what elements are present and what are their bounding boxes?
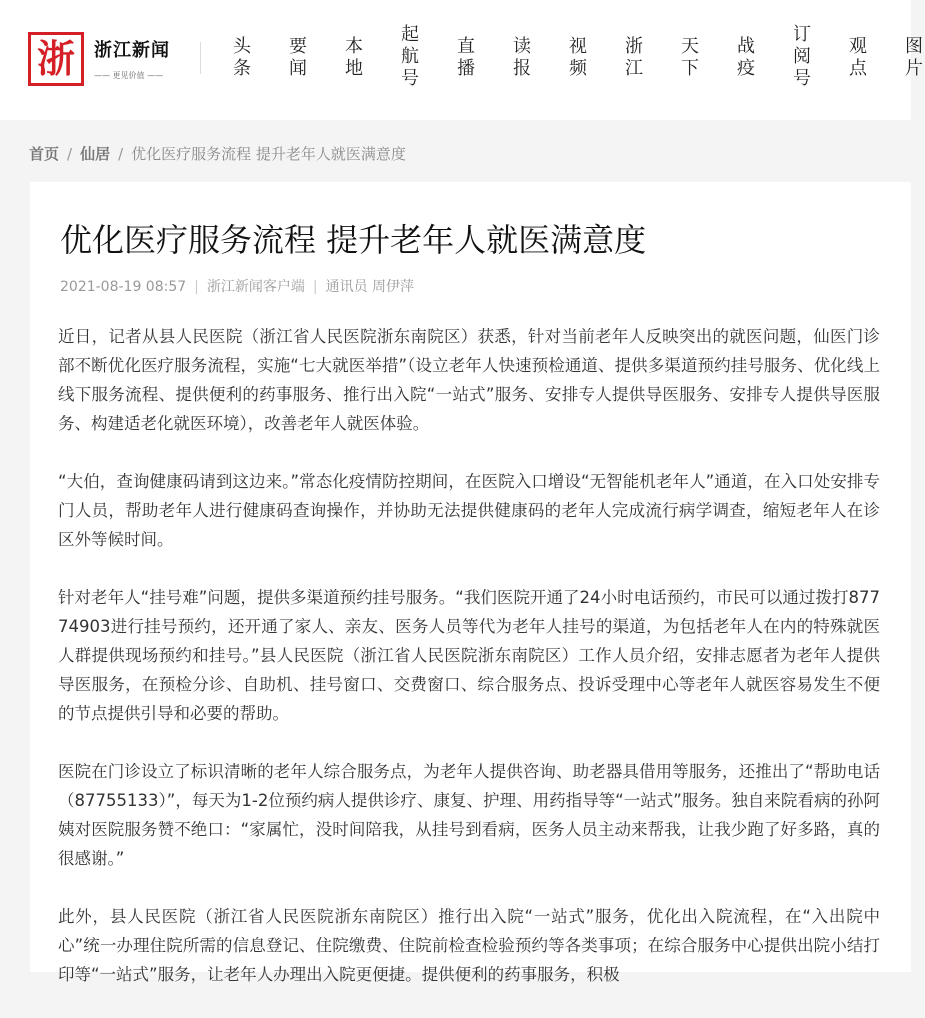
nav-item-yaowen[interactable]: 要闻 — [289, 36, 307, 79]
nav-item-zhejiang[interactable]: 浙江 — [625, 36, 643, 79]
meta-separator: | — [312, 279, 318, 295]
nav-item-toutiao[interactable]: 头条 — [233, 36, 251, 79]
article-paragraph: “大伯，查询健康码请到这边来。”常态化疫情防控期间，在医院入口增设“无智能机老年人”通道，在入口处安排专门人员，帮助老年人进行健康码查询操作，并协助无法提供健康码的老年人完成流行病学调查，缩短老年人在诊区外等候时间。 — [58, 472, 880, 549]
header-divider — [200, 42, 201, 74]
nav-item-tupian[interactable]: 图片 — [905, 36, 923, 79]
nav-item-dingyuehao[interactable]: 订阅号 — [793, 24, 811, 89]
breadcrumb-separator: / — [67, 145, 73, 163]
nav-item-bendi[interactable]: 本地 — [345, 36, 363, 79]
article-paragraph: 近日，记者从县人民医院（浙江省人民医院浙东南院区）获悉，针对当前老年人反映突出的就医问题，仙医门诊部不断优化医疗服务流程，实施“七大就医举措”（设立老年人快速预检通道、提供多渠道预约挂号服务、优化线上线下服务流程、提供便利的药事服务、推行出入院“一站式”服务、安排专人提供导医服务、安排专人提供导医服务、构建适老化就医环境），改善老年人就医体验。 — [58, 327, 880, 433]
breadcrumb — [29, 143, 406, 164]
breadcrumb-separator: / — [118, 145, 124, 163]
breadcrumb-home[interactable]: 首页 — [29, 145, 60, 163]
nav-item-qihanghao[interactable]: 起航号 — [401, 24, 419, 89]
article-meta — [60, 276, 414, 296]
article-title: 优化医疗服务流程 提升老年人就医满意度 — [60, 221, 647, 259]
nav-item-zhibo[interactable]: 直播 — [457, 36, 475, 79]
article-date: 2021-08-19 08:57 — [60, 279, 187, 295]
logo-mark: 浙 — [28, 32, 84, 86]
article-author: 通讯员 周伊萍 — [325, 279, 415, 295]
nav-item-zhanyi[interactable]: 战疫 — [737, 36, 755, 79]
logo-slogan: —— 更见价值 —— — [94, 71, 164, 80]
site-header — [0, 0, 923, 120]
article-paragraph: 针对老年人“挂号难”问题，提供多渠道预约挂号服务。“我们医院开通了24小时电话预约，市民可以通过拨打87774903进行挂号预约，还开通了家人、亲友、医务人员等代为老年人挂号的渠道，为包括老年人在内的特殊就医人群提供现场预约和挂号。”县人民医院（浙江省人民医院浙东南院区）工作人员介绍，安排志愿者为老年人提供导医服务，在预检分诊、自助机、挂号窗口、交费窗口、综合服务点、投诉受理中心等老年人就医容易发生不便的节点提供引导和必要的帮助。 — [58, 588, 880, 723]
article-card — [30, 182, 911, 984]
article-paragraph: 医院在门诊设立了标识清晰的老年人综合服务点，为老年人提供咨询、助老器具借用等服务，还推出了“帮助电话（87755133）”，每天为1-2位预约病人提供诊疗、康复、护理、用药指导等“一站式”服务。独自来院看病的孙阿姨对医院服务赞不绝口：“家属忙，没时间陪我，从挂号到看病，医务人员主动来帮我，让我少跑了好多路，真的很感谢。” — [58, 762, 880, 868]
breadcrumb-current: 优化医疗服务流程 提升老年人就医满意度 — [131, 145, 406, 163]
logo-name: 浙江新闻 — [94, 40, 170, 61]
nav-item-shipin[interactable]: 视频 — [569, 36, 587, 79]
site-logo[interactable] — [28, 30, 188, 88]
breadcrumb-section[interactable]: 仙居 — [80, 145, 111, 163]
nav-item-tianxia[interactable]: 天下 — [681, 36, 699, 79]
article-body — [58, 322, 880, 1018]
article-source: 浙江新闻客户端 — [206, 279, 305, 295]
meta-separator: | — [194, 279, 199, 295]
nav-item-dubao[interactable]: 读报 — [513, 36, 531, 79]
nav-item-guandian[interactable]: 观点 — [849, 36, 867, 79]
article-paragraph: 此外，县人民医院（浙江省人民医院浙东南院区）推行出入院“一站式”服务，优化出入院流程，在“入出院中心”统一办理住院所需的信息登记、住院缴费、住院前检查检验预约等各类事项；在综合服务中心提供出院小结打印等“一站式”服务，让老年人办理出入院更便捷。提供便利的药事服务，积极 — [58, 907, 880, 984]
